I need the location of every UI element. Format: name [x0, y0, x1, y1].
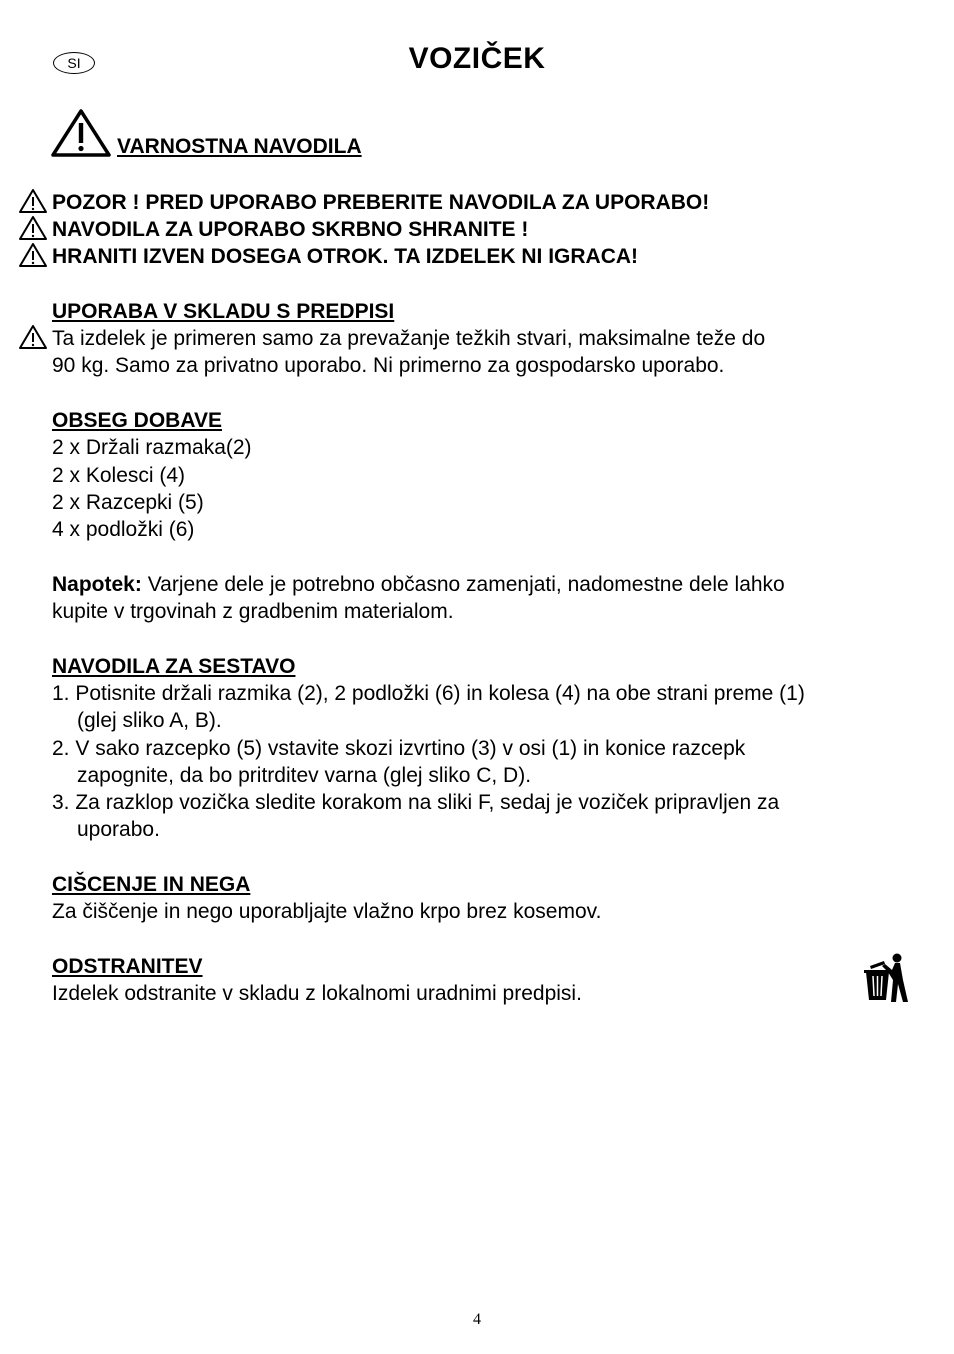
- delivery-item: 2 x Kolesci (4): [52, 464, 186, 487]
- intended-use-line-1: Ta izdelek je primeren samo za prevažanje težkih stvari, maksimalne teže do: [52, 327, 766, 350]
- disposal-heading: ODSTRANITEV: [52, 955, 203, 978]
- disposal-text: Izdelek odstranite v skladu z lokalnomi uradnimi predpisi.: [52, 982, 582, 1005]
- intended-use-heading: UPORABA V SKLADU S PREDPISI: [52, 300, 395, 323]
- note-text: Varjene dele je potrebno občasno zamenjati, nadomestne dele lahko: [141, 573, 785, 596]
- warning-triangle-icon: [18, 215, 48, 241]
- note-line-1: [52, 571, 785, 598]
- page-number: 4: [473, 1311, 481, 1328]
- cleaning-heading: CIŠCENJE IN NEGA: [52, 873, 251, 896]
- warning-triangle-icon: [18, 324, 48, 350]
- warning-triangle-icon: [18, 242, 48, 268]
- warning-triangle-icon: [50, 108, 112, 158]
- language-badge: SI: [53, 52, 95, 74]
- assembly-step-1: 1. Potisnite držali razmika (2), 2 podložki (6) in kolesa (4) na obe strani preme (1): [52, 682, 805, 705]
- cleaning-text: Za čiščenje in nego uporabljajte vlažno krpo brez kosemov.: [52, 900, 602, 923]
- safety-warning-2: NAVODILA ZA UPORABO SKRBNO SHRANITE !: [52, 218, 529, 241]
- assembly-step-3-cont: uporabo.: [77, 818, 160, 841]
- assembly-step-2-cont: zapognite, da bo pritrditev varna (glej sliko C, D).: [77, 764, 532, 787]
- note-label: Napotek:: [52, 573, 142, 596]
- safety-warning-3: HRANITI IZVEN DOSEGA OTROK. TA IZDELEK NI IGRACA!: [52, 245, 639, 268]
- assembly-step-2: 2. V sako razcepko (5) vstavite skozi izvrtino (3) v osi (1) in konice razcepk: [52, 737, 746, 760]
- page-title: VOZIČEK: [408, 42, 546, 75]
- delivery-heading: OBSEG DOBAVE: [52, 409, 222, 432]
- intended-use-line-2: 90 kg. Samo za privatno uporabo. Ni primerno za gospodarsko uporabo.: [52, 354, 725, 377]
- note-line-2: kupite v trgovinah z gradbenim materialom.: [52, 600, 454, 623]
- warning-triangle-icon: [18, 188, 48, 214]
- trash-bin-icon: [862, 952, 908, 1006]
- assembly-heading: NAVODILA ZA SESTAVO: [52, 655, 296, 678]
- safety-heading: VARNOSTNA NAVODILA: [117, 135, 362, 158]
- delivery-item: 2 x Držali razmaka(2): [52, 436, 252, 459]
- assembly-step-3: 3. Za razklop vozička sledite korakom na sliki F, sedaj je voziček pripravljen za: [52, 791, 780, 814]
- safety-warning-1: POZOR ! PRED UPORABO PREBERITE NAVODILA ZA UPORABO!: [52, 191, 710, 214]
- delivery-item: 2 x Razcepki (5): [52, 491, 204, 514]
- delivery-item: 4 x podložki (6): [52, 518, 195, 541]
- assembly-step-1-cont: (glej sliko A, B).: [77, 709, 222, 732]
